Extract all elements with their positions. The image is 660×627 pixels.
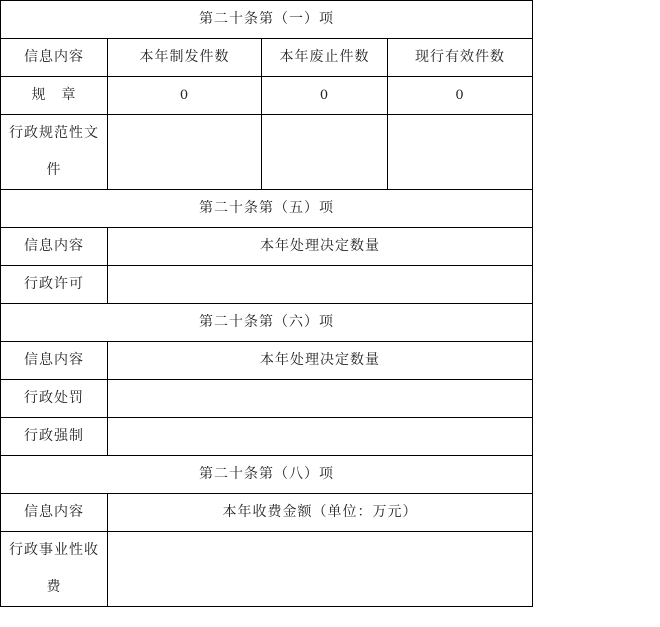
table-header-row [1, 342, 533, 380]
cell-valid [388, 115, 533, 190]
header-info-content: 信息内容 [1, 494, 108, 532]
row-label-admin-penalty: 行政处罚 [1, 380, 108, 418]
table-header-row [1, 494, 533, 532]
table-row [1, 77, 533, 115]
cell-repealed: 0 [262, 77, 388, 115]
section-title-row [1, 304, 533, 342]
label-line: 件 [46, 162, 62, 178]
header-issued-count: 本年制发件数 [108, 39, 262, 77]
section-title-8: 第二十条第（八）项 [1, 456, 533, 494]
header-fee-amount: 本年收费金额（单位：万元） [108, 494, 533, 532]
cell-valid: 0 [388, 77, 533, 115]
table-row [1, 380, 533, 418]
table-row [1, 418, 533, 456]
table-header-row [1, 228, 533, 266]
section-title-5: 第二十条第（五）项 [1, 190, 533, 228]
header-valid-count: 现行有效件数 [388, 39, 533, 77]
header-info-content: 信息内容 [1, 342, 108, 380]
section-title-row [1, 1, 533, 39]
cell-repealed [262, 115, 388, 190]
row-label-admin-license: 行政许可 [1, 266, 108, 304]
table-row [1, 266, 533, 304]
header-info-content: 信息内容 [1, 39, 108, 77]
cell-value [108, 380, 533, 418]
label-line: 行政规范性文 [9, 125, 99, 141]
section-title-1: 第二十条第（一）项 [1, 1, 533, 39]
section-title-row [1, 456, 533, 494]
section-title-6: 第二十条第（六）项 [1, 304, 533, 342]
header-info-content: 信息内容 [1, 228, 108, 266]
cell-issued [108, 115, 262, 190]
table-header-row [1, 39, 533, 77]
table-row [1, 532, 533, 607]
cell-value [108, 266, 533, 304]
row-label-admin-enforcement: 行政强制 [1, 418, 108, 456]
label-line: 行政事业性收 [9, 542, 99, 558]
header-decision-count: 本年处理决定数量 [108, 342, 533, 380]
header-decision-count: 本年处理决定数量 [108, 228, 533, 266]
cell-value [108, 532, 533, 607]
cell-value [108, 418, 533, 456]
row-label-admin-fees [1, 532, 108, 607]
section-title-row [1, 190, 533, 228]
cell-issued: 0 [108, 77, 262, 115]
row-label-normative-docs [1, 115, 108, 190]
header-repealed-count: 本年废止件数 [262, 39, 388, 77]
label-line: 费 [46, 579, 62, 595]
table-row [1, 115, 533, 190]
row-label-regulations: 规 章 [1, 77, 108, 115]
